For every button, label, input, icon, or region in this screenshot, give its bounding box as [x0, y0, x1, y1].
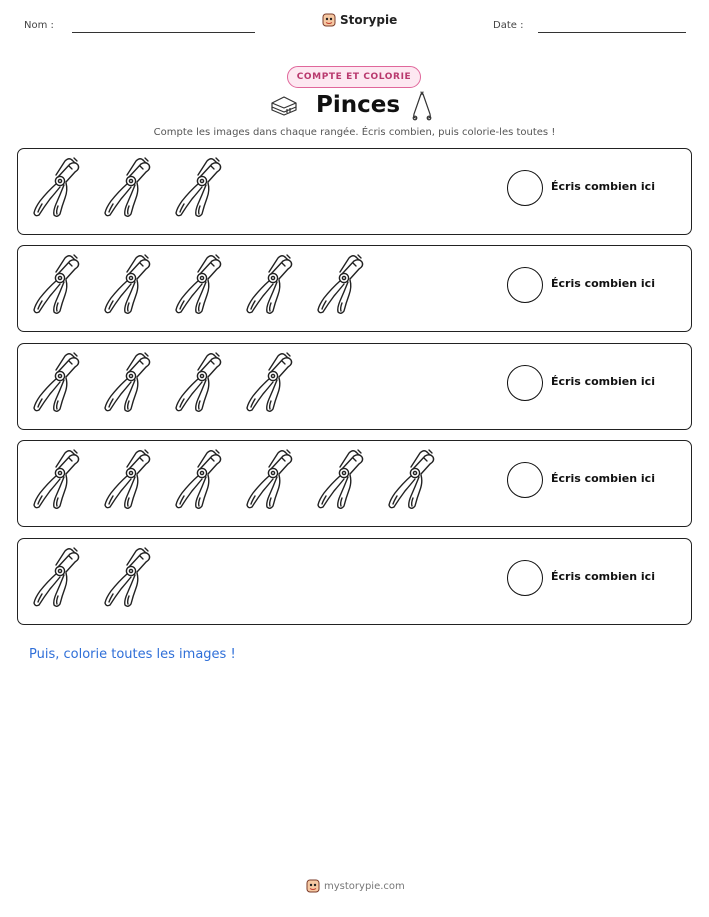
storypie-footer-icon [306, 879, 320, 893]
footer-note: Puis, colorie toutes les images ! [29, 647, 236, 662]
answer-circle[interactable] [507, 462, 543, 498]
pliers-icon[interactable] [99, 252, 155, 316]
pliers-icon[interactable] [99, 447, 155, 511]
tweezers-icon [410, 90, 434, 122]
pliers-icon[interactable] [28, 350, 84, 414]
sandwich-icon [270, 95, 298, 117]
pliers-icon[interactable] [241, 350, 297, 414]
name-line[interactable] [72, 32, 255, 33]
answer-label: Écris combien ici [551, 570, 655, 583]
title-row [0, 90, 709, 124]
pliers-icon[interactable] [28, 252, 84, 316]
site-url: mystorypie.com [324, 880, 405, 892]
pliers-icon[interactable] [99, 545, 155, 609]
pliers-icon[interactable] [99, 350, 155, 414]
site-footer [306, 879, 405, 893]
answer-label: Écris combien ici [551, 472, 655, 485]
name-label: Nom : [24, 20, 54, 31]
counting-row [17, 148, 692, 235]
instructions: Compte les images dans chaque rangée. Écris combien, puis colorie-les toutes ! [153, 127, 556, 138]
answer-label: Écris combien ici [551, 180, 655, 193]
pliers-icon[interactable] [383, 447, 439, 511]
pliers-icon[interactable] [170, 350, 226, 414]
pliers-icon[interactable] [28, 447, 84, 511]
answer-circle[interactable] [507, 560, 543, 596]
pliers-icon[interactable] [241, 252, 297, 316]
answer-circle[interactable] [507, 170, 543, 206]
pliers-icon[interactable] [28, 545, 84, 609]
pliers-icon[interactable] [99, 155, 155, 219]
storypie-logo-icon [322, 13, 336, 27]
counting-row [17, 440, 692, 527]
counting-row [17, 538, 692, 625]
answer-circle[interactable] [507, 365, 543, 401]
answer-circle[interactable] [507, 267, 543, 303]
date-label: Date : [493, 20, 524, 31]
brand-name: Storypie [340, 13, 398, 27]
pliers-icon[interactable] [170, 252, 226, 316]
page-title: Pinces [316, 92, 401, 118]
storypie-logo [322, 13, 397, 27]
answer-label: Écris combien ici [551, 375, 655, 388]
answer-label: Écris combien ici [551, 277, 655, 290]
date-line[interactable] [538, 32, 686, 33]
counting-row [17, 245, 692, 332]
activity-badge: COMPTE ET COLORIE [287, 66, 421, 88]
pliers-icon[interactable] [312, 252, 368, 316]
counting-row [17, 343, 692, 430]
pliers-icon[interactable] [170, 155, 226, 219]
pliers-icon[interactable] [28, 155, 84, 219]
pliers-icon[interactable] [170, 447, 226, 511]
pliers-icon[interactable] [312, 447, 368, 511]
pliers-icon[interactable] [241, 447, 297, 511]
